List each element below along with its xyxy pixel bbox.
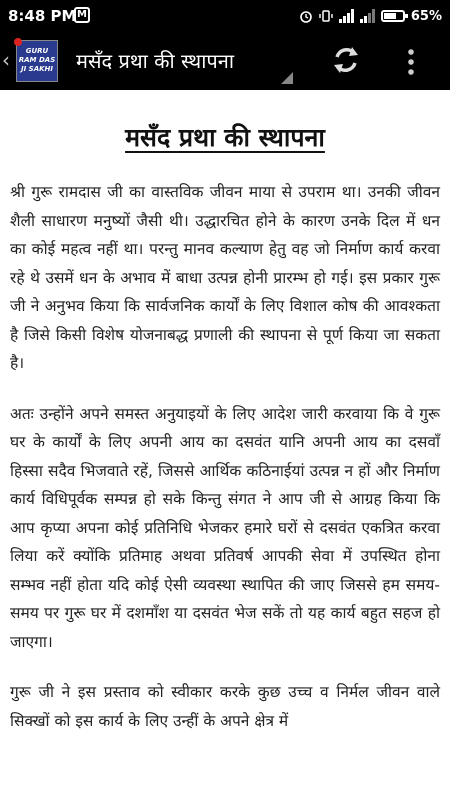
- article-paragraph-2: अतः उन्होंने अपने समस्त अनुयाइयों के लिए आदेश जारी करवाया कि वे गुरू घर के कार्यों के लिए अपनी आय का दसवंत यानि अपनी आय का दसवाँ हिस्सा सदैव भिजवाते रहें, जिससे आर्थिक कठिनाईयां उत्पन्न न हों और निर्माण कार्य विधिपूर्वक सम्पन्न हो सके किन्तु संगत ने आप जी से आग्रह किया कि आप कृप्या अपना कोई प्रतिनिधि भेजकर हमारे घरों से दसवंत एकत्रित करवा लिया करें क्योंकि प्रतिमाह अथवा प्रतिवर्ष आपकी सेवा में उपस्थित होना सम्भव नहीं होता यदि कोई ऐसी व्यवस्था स्थापित की जाए जिससे हम समय-समय पर गुरू घर में दशमाँश या दसवंत भेज सकें तो यह कार्य बहुत सहज हो जाएगा।: [10, 404, 440, 651]
- status-bar: [0, 0, 450, 32]
- battery-icon: [381, 10, 405, 22]
- app-bar: [0, 32, 450, 90]
- app-logo[interactable]: [16, 40, 58, 82]
- back-arrow-icon[interactable]: ‹: [2, 48, 10, 72]
- spinner-indicator: [281, 72, 293, 84]
- vibrate-icon: [319, 9, 333, 23]
- signal-icon: [339, 9, 354, 23]
- article-paragraph-1: श्री गुरू रामदास जी का वास्तविक जीवन माया से उपराम था। उनकी जीवन शैली साधारण मनुष्यों जैसी थी। उद्धारचित होने के कारण उनके दिल में धन का कोई महत्व नहीं था। परन्तु मानव कल्याण हेतु वह जो निर्माण कार्य करवा रहे थे उसमें धन के अभाव में बाधा उत्पन्न होनी प्रारम्भ हो गई। इस प्रकार गुरू जी ने अनुभव किया कि सार्वजनिक कार्यों के लिए विशाल कोष की आवश्कता है जिसे किसी विशेष योजनाबद्ध प्रणाली की स्थापना से पूर्ण किया जा सकता है।: [10, 183, 440, 372]
- alarm-icon: [299, 9, 313, 23]
- notification-icon: M: [74, 7, 90, 23]
- status-time: 8:48 PM: [8, 7, 77, 25]
- article-paragraph-3: गुरू जी ने इस प्रस्ताव को स्वीकार करके कुछ उच्च व निर्मल जीवन वाले सिक्खों को इस कार्य के लिए उन्हीं के अपने क्षेत्र में: [10, 683, 440, 730]
- article-heading-wrap: [0, 120, 450, 154]
- refresh-icon[interactable]: [330, 44, 362, 76]
- signal-icon-2: [360, 9, 375, 23]
- status-icons: [299, 5, 442, 27]
- logo-text: GURU RAM DAS JI SAKHI: [18, 47, 56, 73]
- article-heading: मसँद प्रथा की स्थापना: [125, 123, 325, 152]
- battery-percent: 65%: [410, 8, 442, 24]
- article-content[interactable]: [0, 90, 450, 800]
- logo-dot: [14, 38, 22, 46]
- overflow-menu-icon[interactable]: [408, 48, 414, 76]
- app-bar-title: मसँद प्रथा की स्थापना: [76, 49, 235, 73]
